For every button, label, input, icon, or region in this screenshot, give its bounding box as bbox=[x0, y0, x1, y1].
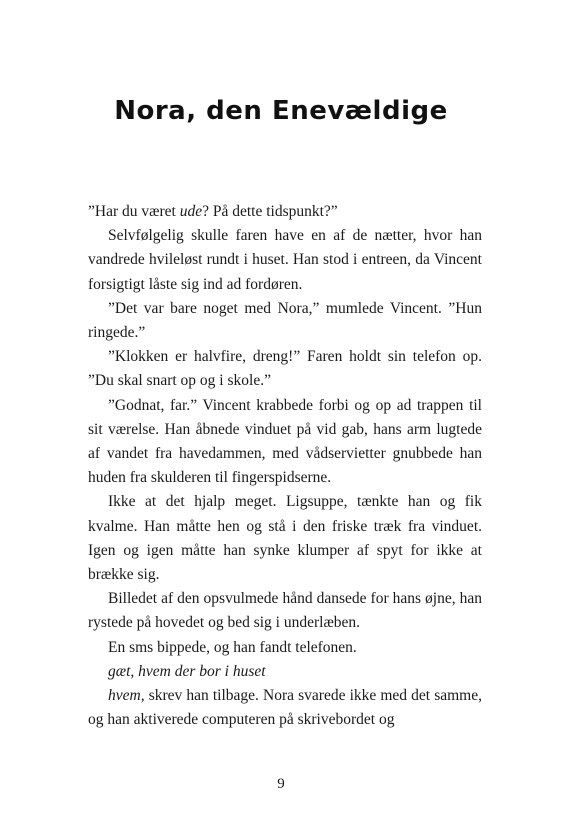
page-number: 9 bbox=[277, 776, 285, 792]
paragraph bbox=[88, 490, 482, 587]
text-run: En sms bippede, og han fandt telefonen. bbox=[108, 638, 357, 656]
paragraph bbox=[88, 587, 482, 635]
text-run: ”Har du været bbox=[88, 203, 180, 220]
paragraph bbox=[88, 200, 482, 224]
text-run: ”Klokken er halvfire, dreng!” Faren holdt sin telefon op. ”Du skal snart op og i skole.” bbox=[88, 348, 482, 390]
paragraph bbox=[88, 394, 482, 491]
paragraph bbox=[88, 224, 482, 297]
text-run: skrev han tilbage. Nora svarede ikke med det samme, og han aktiverede computeren på skrivebordet og bbox=[88, 687, 482, 729]
paragraph bbox=[88, 297, 482, 345]
text-run: Ikke at det hjalp meget. Ligsuppe, tænkte han og fik kvalme. Han måtte hen og stå i den friske træk fra vinduet. Igen og igen måtte han synke klumper af spyt for ikke at brække sig. bbox=[88, 493, 482, 584]
italic-text: ude bbox=[179, 203, 203, 220]
body-text bbox=[88, 200, 482, 732]
italic-text: gæt, hvem der bor i huset bbox=[108, 662, 266, 680]
paragraph bbox=[88, 636, 482, 660]
paragraph bbox=[88, 345, 482, 393]
text-run: ”Godnat, far.” Vincent krabbede forbi og op ad trappen til sit værelse. Han åbnede vinduet på vid gab, hans arm lugtede af vandet fra havedammen, med vådservietter gnubbede han huden fra skulderen til fingerspidserne. bbox=[88, 396, 482, 487]
text-run: Selvfølgelig skulle faren have en af de nætter, hvor han vandrede hvileløst rundt i huset. Han stod i entreen, da Vincent forsigtigt låste sig ind ad fordøren. bbox=[88, 227, 482, 293]
text-run: Billedet af den opsvulmede hånd dansede for hans øjne, han rystede på hovedet og bed sig i underlæben. bbox=[88, 590, 482, 632]
text-run: ”Det var bare noget med Nora,” mumlede Vincent. ”Hun ringede.” bbox=[88, 299, 482, 342]
text-run: ? På dette tidspunkt?” bbox=[202, 203, 338, 220]
italic-text: hvem, bbox=[108, 687, 145, 705]
paragraph bbox=[88, 684, 482, 732]
paragraph bbox=[88, 660, 482, 684]
chapter-title: Nora, den Enevældige bbox=[114, 96, 448, 126]
